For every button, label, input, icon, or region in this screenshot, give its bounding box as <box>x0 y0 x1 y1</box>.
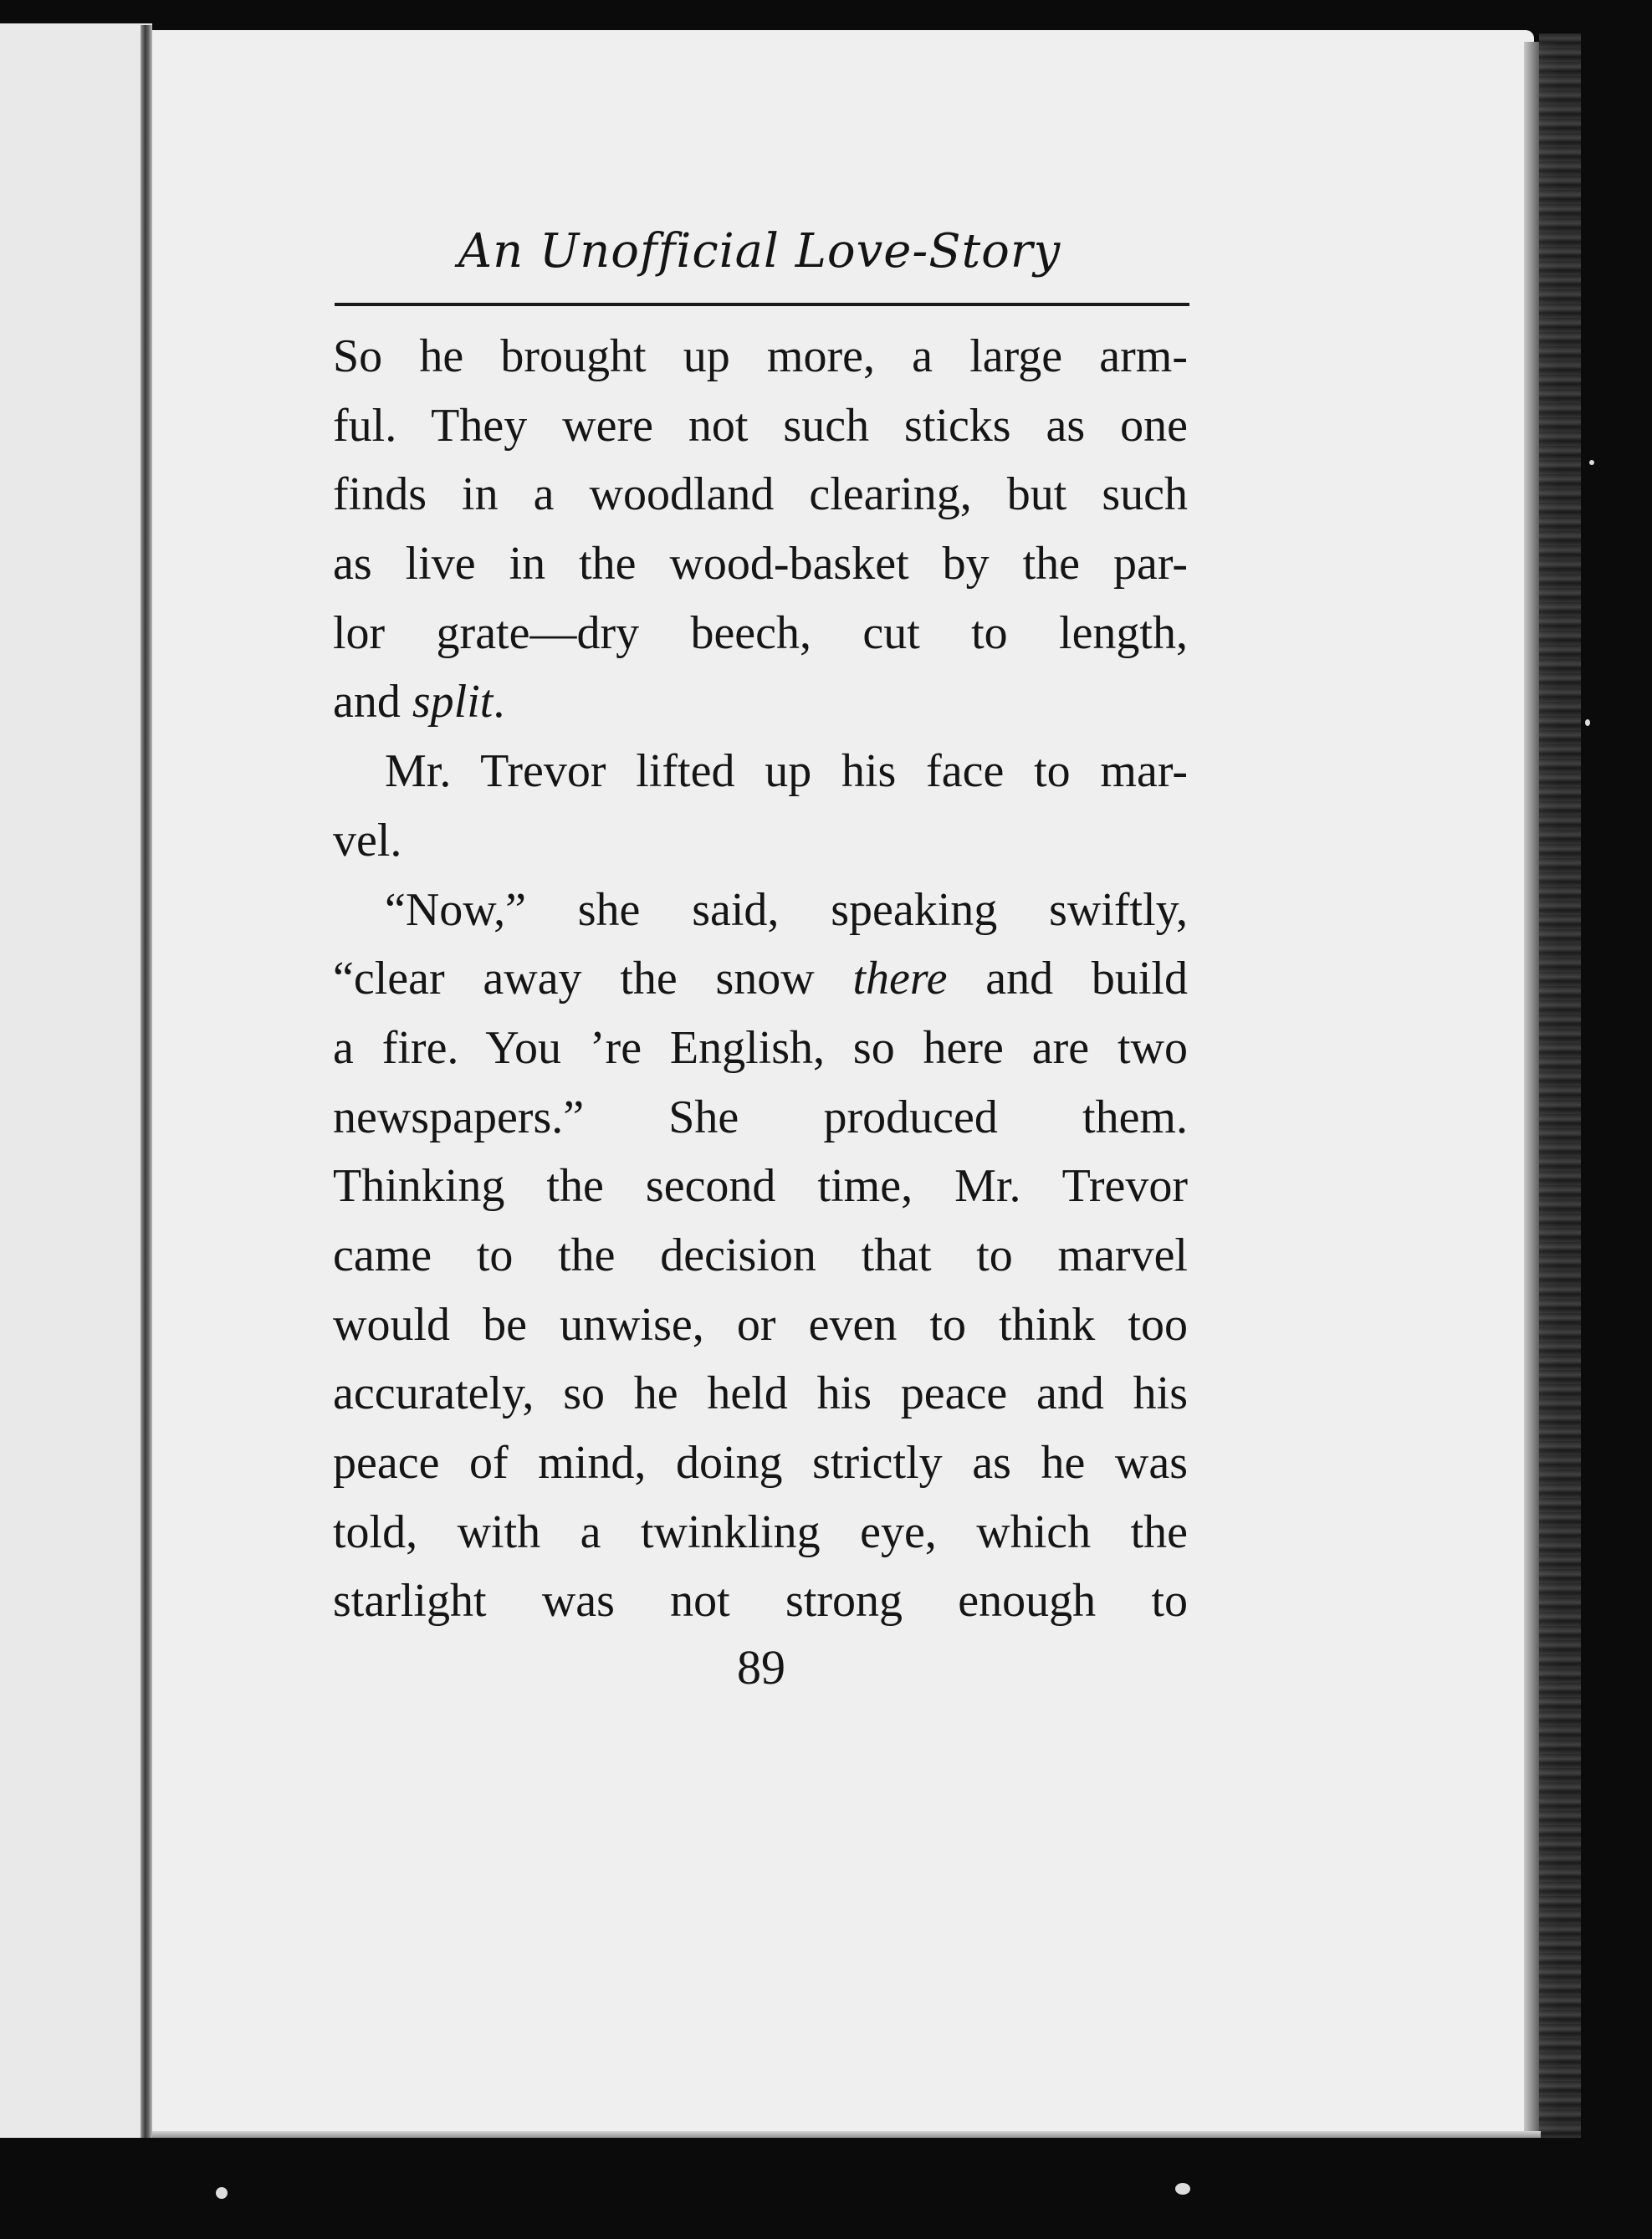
running-head: An Unofficial Love-Story <box>458 224 1061 279</box>
scan-speck <box>1175 2183 1190 2195</box>
text-fragment: “clear away the snow <box>333 953 853 1005</box>
text-line: ful. They were not such sticks as one <box>333 399 1188 452</box>
text-line: vel. <box>333 814 402 866</box>
body-text <box>333 322 1188 1636</box>
text-line: Mr. Trevor lifted up his face to mar- <box>385 745 1188 798</box>
text-line: a fire. You ’re English, so here are two <box>333 1021 1188 1074</box>
header-rule <box>335 303 1189 306</box>
scan-speck <box>1585 719 1590 726</box>
text-line <box>333 944 1188 1014</box>
text-line: “Now,” she said, speaking swiftly, <box>385 883 1188 936</box>
text-line: came to the decision that to marvel <box>333 1229 1188 1281</box>
facing-page-edge <box>0 23 152 2148</box>
italic-word: there <box>852 953 948 1005</box>
gutter <box>141 25 152 2150</box>
text-line: lor grate—dry beech, cut to length, <box>333 606 1188 659</box>
scan-bottom-border <box>0 2138 1652 2239</box>
text-fragment: . <box>493 676 505 728</box>
text-line: So he brought up more, a large arm- <box>333 330 1188 382</box>
text-line: Thinking the second time, Mr. Trevor <box>333 1160 1188 1213</box>
book-edge <box>1539 33 1581 2150</box>
text-line: accurately, so he held his peace and his <box>333 1367 1188 1420</box>
scan-speck <box>216 2187 228 2199</box>
text-line: told, with a twinkling eye, which the <box>333 1505 1188 1558</box>
italic-word: split <box>412 676 494 728</box>
text-fragment: and <box>333 676 412 728</box>
page-number: 89 <box>737 1640 785 1695</box>
text-line: would be unwise, or even to think too <box>333 1298 1188 1351</box>
scan-speck <box>1589 460 1594 465</box>
text-line: as live in the wood-basket by the par- <box>333 538 1188 590</box>
text-line: finds in a woodland clearing, but such <box>333 468 1188 521</box>
text-line: newspapers.” She produced them. <box>333 1091 1188 1143</box>
text-fragment: and build <box>947 953 1188 1005</box>
text-line <box>333 667 1188 737</box>
text-line: peace of mind, doing strictly as he was <box>333 1437 1188 1489</box>
text-line: starlight was not strong enough to <box>333 1575 1188 1628</box>
